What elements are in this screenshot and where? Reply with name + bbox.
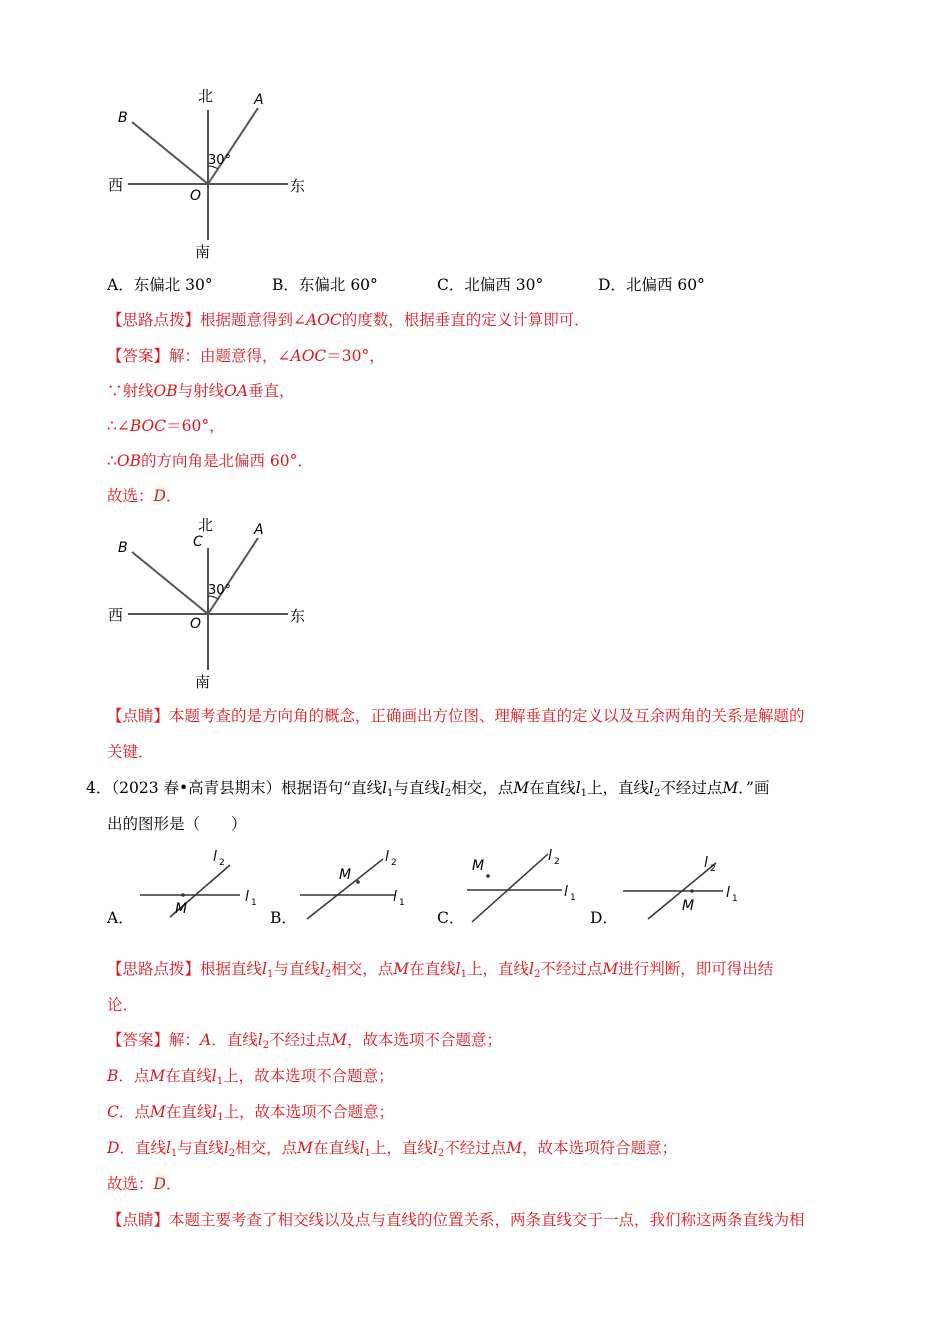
angle-label: 30° [208,583,232,598]
svg-text:1: 1 [399,898,405,908]
q3-comment-cont: 关键． [107,743,154,761]
q4-comment: 【点睛】本题主要考查了相交线以及点与直线的位置关系，两条直线交于一点，我们称这两条直线为相 [107,1211,805,1229]
svg-text:1: 1 [251,898,257,908]
fig-option-a: A． [107,909,134,927]
point-a: A [254,522,264,538]
point-m: M [472,858,485,874]
point-a: A [254,92,264,108]
point-m: M [339,867,352,883]
q4-answer-b: B．点M在直线$l_1$上，故本选项不合题意； [107,1067,394,1087]
west-label: 西 [108,176,124,194]
line-l2-label: l [385,849,389,865]
svg-text:2: 2 [219,858,225,868]
fig-d [618,845,748,930]
q3-answer: 【答案】解：由题意得，∠AOC＝30°， [107,347,385,365]
compass-figure-2 [100,510,320,695]
option-b: B．东偏北 60° [272,276,378,294]
q3-step-4: ∴OB的方向角是北偏西 60°． [107,452,313,470]
q4-answer-d: D．直线$l_1$与直线$l_2$相交，点M在直线$l_1$上，直线$l_2$不经过点M，故本选项符合题意； [107,1139,678,1159]
q3-hint: 【思路点拨】根据题意得到∠AOC的度数，根据垂直的定义计算即可． [107,311,590,329]
point-m: M [175,901,188,917]
option-d: D．北偏西 60° [598,276,705,294]
point-b: B [118,540,128,556]
line-l2-label: l [548,848,552,864]
fig-option-c: C． [437,909,465,927]
fig-a [135,845,265,930]
svg-text:2: 2 [710,864,716,874]
svg-text:1: 1 [732,894,738,904]
north-label: 北 [198,516,214,534]
q3-step-2: ∵射线OB与射线OA垂直， [107,382,295,400]
south-label: 南 [195,243,211,261]
fig-option-b: B． [270,909,297,927]
svg-text:1: 1 [570,893,576,903]
point-m: M [682,898,695,914]
point-c: C [193,534,203,550]
q4-stem: 4．（2023 春•高青县期末）根据语句“直线$l_1$与直线$l_2$相交，点M在直线$l_1$上，直线$l_2$不经过点M．”画 [86,779,770,799]
q3-step-3: ∴∠BOC＝60°， [107,417,225,435]
q3-comment: 【点睛】本题考查的是方向角的概念，正确画出方位图、理解垂直的定义以及互余两角的关系是解题的 [107,707,805,725]
q4-answer-c: C．点M在直线$l_1$上，故本选项不合题意； [107,1103,395,1123]
q4-hint-cont: 论． [107,996,139,1014]
east-label: 东 [290,607,306,625]
line-l1-label: l [245,889,249,905]
line-l2-label: l [704,855,708,871]
angle-label: 30° [208,153,232,168]
line-l1-label: l [726,885,730,901]
north-label: 北 [198,87,214,105]
option-a: A．东偏北 30° [107,276,213,294]
line-l2-label: l [213,849,217,865]
q4-hint: 【思路点拨】根据直线$l_1$与直线$l_2$相交，点M在直线$l_1$上，直线$l_2$不经过点M进行判断，即可得出结 [107,960,774,980]
south-label: 南 [195,673,211,691]
q3-choose: 故选：D． [107,487,182,505]
option-c: C．北偏西 30° [437,276,544,294]
svg-text:2: 2 [391,858,397,868]
point-o: O [190,188,202,204]
svg-text:2: 2 [554,857,560,867]
east-label: 东 [290,177,306,195]
point-o: O [190,616,202,632]
line-l1-label: l [564,884,568,900]
fig-c [462,842,592,927]
line-l1-label: l [393,889,397,905]
west-label: 西 [108,606,124,624]
q4-answer-a: 【答案】解：A．直线$l_2$不经过点M，故本选项不合题意； [107,1031,502,1051]
compass-figure-1 [100,80,320,265]
q4-stem-cont: 出的图形是（ ） [107,815,247,833]
point-b: B [118,110,128,126]
fig-option-d: D． [590,909,618,927]
q4-choose: 故选：D． [107,1175,182,1193]
fig-b [295,845,425,930]
